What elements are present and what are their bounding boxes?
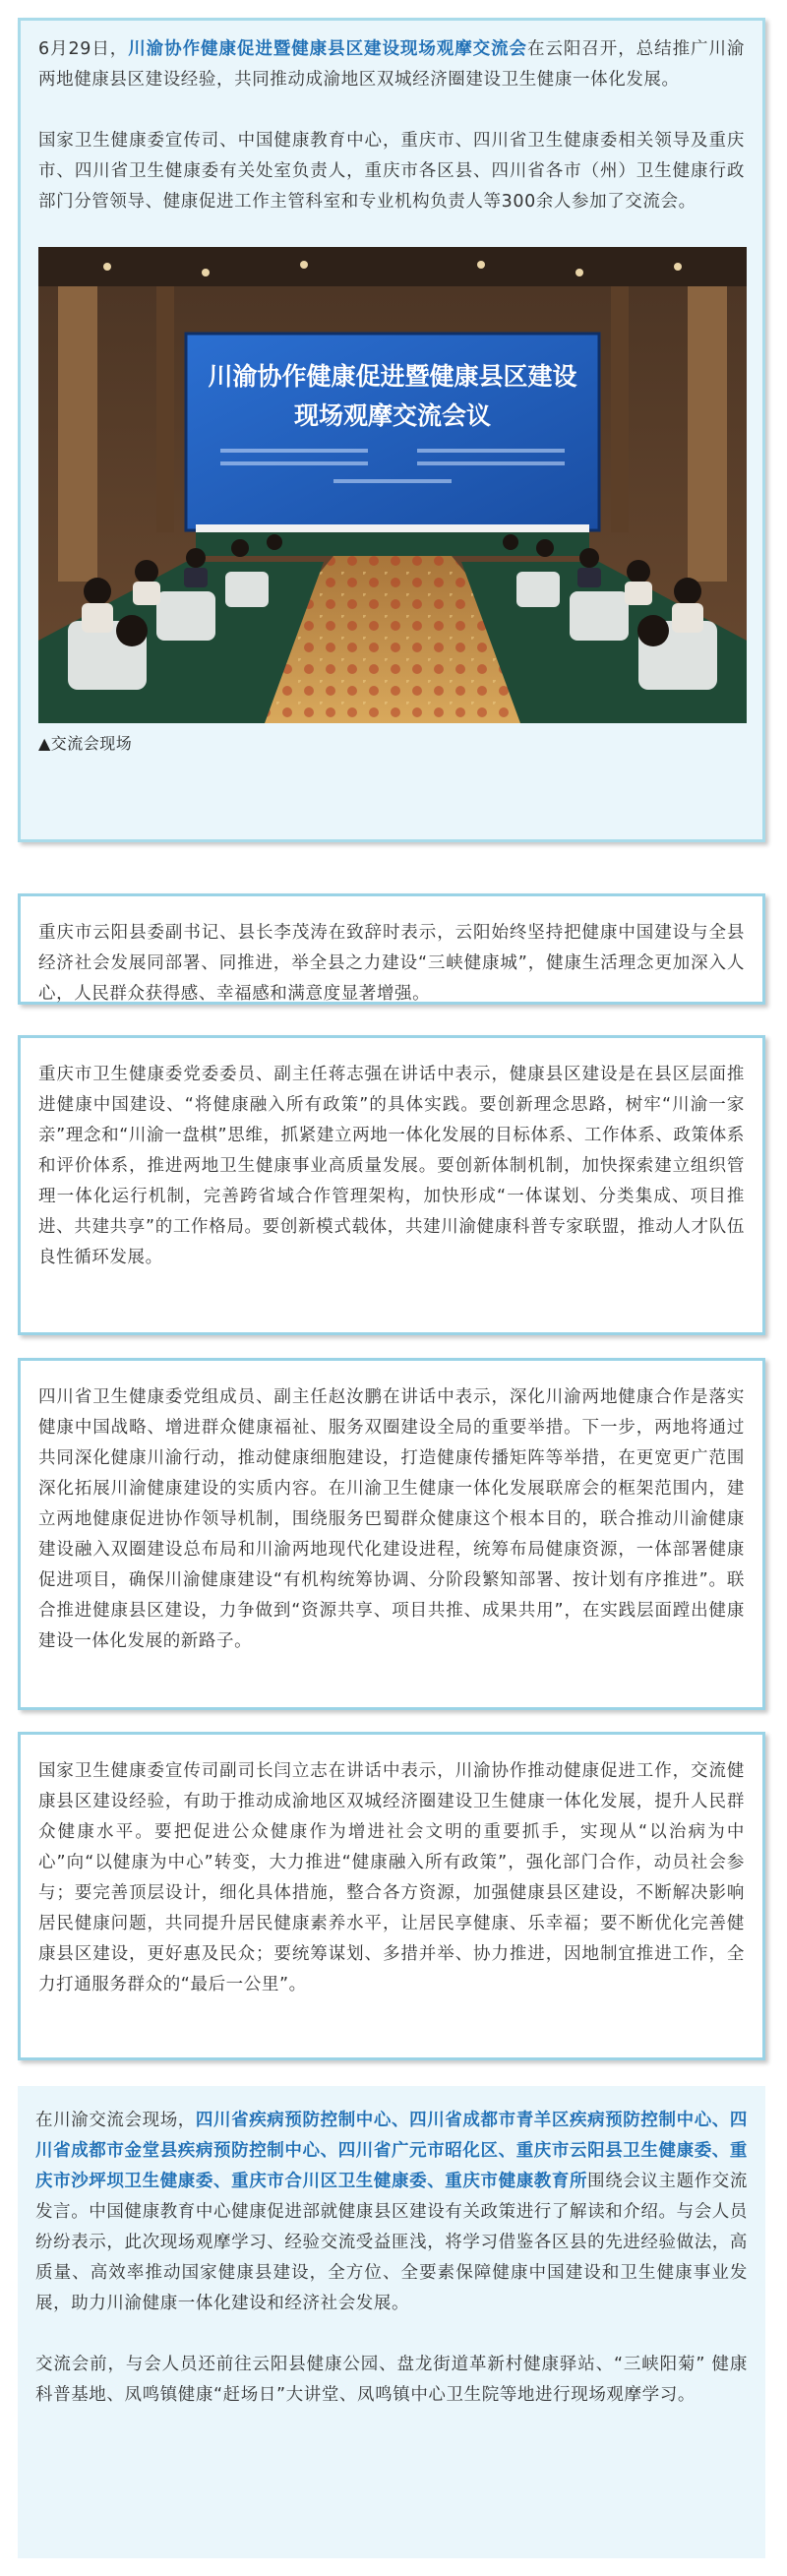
speaking-organizations: 四川省疾病预防控制中心、四川省成都市青羊区疾病预防控制中心、四川省成都市金堂县疾病预防控制中心、四川省广元市昭化区、重庆市云阳县卫生健康委、重庆市沙坪坝卫生健康委、重庆市合川区卫生健康委、重庆市健康教育所 [35,2111,749,2191]
screen-title-line-1: 川渝协作健康促进暨健康县区建设 [208,362,577,391]
speech-card-chongqing [18,1035,765,1335]
speech-yunyang: 重庆市云阳县委副书记、县长李茂涛在致辞时表示，云阳始终坚持把健康中国建设与全县经济社会发展同部署、同推进，举全县之力建设“三峡健康城”，健康生活理念更加深入人心，人民群众获得感、幸福感和满意度显著增强。 [38,923,745,1004]
attendees-paragraph: 国家卫生健康委宣传司、中国健康教育中心，重庆市、四川省卫生健康委相关领导及重庆市、四川省卫生健康委有关处室负责人，重庆市各区县、四川省各市（州）卫生健康行政部门分管领导、健康促进工作主管科室和专业机构负责人等300余人参加了交流会。 [38,131,745,212]
speech-card-yunyang [18,893,765,1005]
conference-photo [38,247,747,723]
event-date: 6月29日， [38,39,129,59]
intro-text: 在云阳召开，总结推广川渝两地健康县区建设经验，共同推动成渝地区双城经济圈建设卫生健康一体化发展。 [38,39,746,90]
intro-card [18,18,765,842]
closing-lead: 在川渝交流会现场， [35,2111,196,2130]
photo-caption: ▲交流会现场 [38,734,133,753]
conference-photo-illustration [38,247,747,723]
speech-sichuan: 四川省卫生健康委党组成员、副主任赵汝鹏在讲话中表示，深化川渝两地健康合作是落实健康中国战略、增进群众健康福祉、服务双圈建设全局的重要举措。下一步，两地将通过共同深化健康川渝行动，推动健康细胞建设，打造健康传播矩阵等举措，在更宽更广范围深化拓展川渝健康建设的实质内容。在川渝卫生健康一体化发展联席会的框架范围内，建立两地健康促进协作领导机制，围绕服务巴蜀群众健康这个根本目的，联合推动川渝健康建设融入双圈建设总布局和川渝两地现代化建设进程，统筹布局健康资源，一体部署健康促进项目，确保川渝健康建设“有机构统筹协调、分阶段繁知部署、按计划有序推进”。联合推进健康县区建设，力争做到“资源共享、项目共推、成果共用”，在实践层面蹚出健康建设一体化发展的新路子。 [38,1387,745,1651]
speech-chongqing: 重庆市卫生健康委党委委员、副主任蒋志强在讲话中表示，健康县区建设是在县区层面推进健康中国建设、“将健康融入所有政策”的具体实践。要创新理念思路，树牢“川渝一家亲”理念和“川渝一盘棋”思维，抓紧建立两地一体化发展的目标体系、工作体系、政策体系和评价体系，推进两地卫生健康事业高质量发展。要创新体制机制，加快探索建立组织管理一体化运行机制，完善跨省域合作管理架构，加快形成“一体谋划、分类集成、项目推进、共建共享”的工作格局。要创新模式载体，共建川渝健康科普专家联盟，推动人才队伍良性循环发展。 [38,1065,745,1267]
speech-card-nhc [18,1732,765,2060]
speech-card-sichuan [18,1358,765,1710]
closing-section [18,2086,765,2558]
intro-paragraph [38,34,745,95]
screen-title-line-2: 现场观摩交流会议 [293,401,492,430]
closing-text: 围绕会议主题作交流发言。中国健康教育中心健康促进部就健康县区建设有关政策进行了解读和介绍。与会人员纷纷表示，此次现场观摩学习、经验交流受益匪浅，将学习借鉴各区县的先进经验做法，高质量、高效率推动国家健康县建设，全方位、全要素保障健康中国建设和卫生健康事业发展，助力川渝健康一体化建设和经济社会发展。 [35,2172,749,2313]
closing-paragraph [35,2106,748,2319]
site-visit-paragraph: 交流会前，与会人员还前往云阳县健康公园、盘龙街道革新村健康驿站、“三峡阳菊” 健康科普基地、凤鸣镇健康“赶场日”大讲堂、凤鸣镇中心卫生院等地进行现场观摩学习。 [35,2355,748,2405]
event-name: 川渝协作健康促进暨健康县区建设现场观摩交流会 [128,39,528,59]
speech-nhc: 国家卫生健康委宣传司副司长闫立志在讲话中表示，川渝协作推动健康促进工作，交流健康县区建设经验，有助于推动成渝地区双城经济圈建设卫生健康一体化发展，提升人民群众健康水平。要把促进公众健康作为增进社会文明的重要抓手，实现从“以治病为中心”向“以健康为中心”转变，大力推进“健康融入所有政策”，强化部门合作，动员社会参与；要完善顶层设计，细化具体措施，整合各方资源，加强健康县区建设，不断解决影响居民健康问题，共同提升居民健康素养水平，让居民享健康、乐幸福；要不断优化完善健康县区建设，更好惠及民众；要统筹谋划、多措并举、协力推进，因地制宜推进工作，全力打通服务群众的“最后一公里”。 [38,1761,745,1994]
